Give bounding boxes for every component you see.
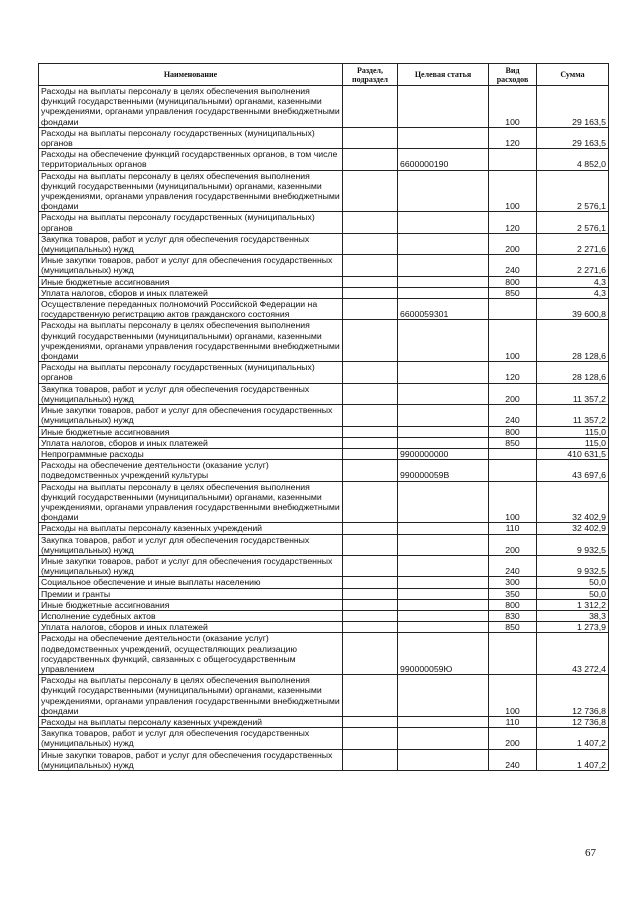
cell-target <box>398 534 489 555</box>
cell-section <box>343 749 398 770</box>
cell-type: 240 <box>489 749 537 770</box>
cell-target <box>398 481 489 523</box>
cell-section <box>343 287 398 298</box>
cell-target <box>398 523 489 534</box>
table-row <box>39 610 609 621</box>
cell-type: 120 <box>489 127 537 148</box>
table-row <box>39 299 609 320</box>
table-row <box>39 383 609 404</box>
table-row <box>39 749 609 770</box>
cell-sum: 4,3 <box>537 276 609 287</box>
header-sum: Сумма <box>537 64 609 86</box>
cell-section <box>343 577 398 588</box>
cell-sum: 4 852,0 <box>537 149 609 170</box>
cell-target <box>398 255 489 276</box>
table-row <box>39 555 609 576</box>
cell-target <box>398 555 489 576</box>
cell-section <box>343 233 398 254</box>
cell-name: Иные закупки товаров, работ и услуг для обеспечения государственных (муниципальных) нужд <box>39 749 343 770</box>
cell-sum: 29 163,5 <box>537 127 609 148</box>
table-row <box>39 405 609 426</box>
cell-target <box>398 437 489 448</box>
cell-target <box>398 212 489 233</box>
cell-type: 100 <box>489 675 537 717</box>
cell-target <box>398 426 489 437</box>
cell-name: Премии и гранты <box>39 588 343 599</box>
cell-sum: 115,0 <box>537 426 609 437</box>
cell-type <box>489 149 537 170</box>
cell-type: 850 <box>489 622 537 633</box>
cell-name: Расходы на выплаты персоналу казенных учреждений <box>39 716 343 727</box>
cell-target: 6600000190 <box>398 149 489 170</box>
cell-sum: 4,3 <box>537 287 609 298</box>
cell-type: 200 <box>489 233 537 254</box>
cell-section <box>343 299 398 320</box>
cell-type: 300 <box>489 577 537 588</box>
table-row <box>39 523 609 534</box>
cell-sum: 12 736,8 <box>537 716 609 727</box>
cell-sum: 12 736,8 <box>537 675 609 717</box>
cell-type: 200 <box>489 383 537 404</box>
cell-section <box>343 523 398 534</box>
cell-sum: 38,3 <box>537 610 609 621</box>
table-row <box>39 633 609 675</box>
cell-section <box>343 437 398 448</box>
table-row <box>39 255 609 276</box>
cell-name: Иные закупки товаров, работ и услуг для обеспечения государственных (муниципальных) нужд <box>39 555 343 576</box>
cell-sum: 29 163,5 <box>537 86 609 128</box>
cell-name: Иные бюджетные ассигнования <box>39 276 343 287</box>
cell-name: Расходы на выплаты персоналу в целях обеспечения выполнения функций государственными (муниципальными) органами, казенными учреждениями, органами управления государственными внебюджетными фондами <box>39 170 343 212</box>
cell-target <box>398 577 489 588</box>
cell-section <box>343 405 398 426</box>
cell-type <box>489 633 537 675</box>
cell-section <box>343 362 398 383</box>
cell-type: 100 <box>489 170 537 212</box>
cell-name: Непрограммные расходы <box>39 448 343 459</box>
cell-target: 9900000000 <box>398 448 489 459</box>
table-row <box>39 86 609 128</box>
cell-target <box>398 749 489 770</box>
cell-section <box>343 127 398 148</box>
cell-type: 110 <box>489 523 537 534</box>
cell-sum: 2 271,6 <box>537 255 609 276</box>
cell-sum: 9 932,5 <box>537 534 609 555</box>
table-row <box>39 588 609 599</box>
cell-type: 240 <box>489 255 537 276</box>
cell-name: Уплата налогов, сборов и иных платежей <box>39 622 343 633</box>
cell-sum: 1 407,2 <box>537 728 609 749</box>
cell-name: Иные закупки товаров, работ и услуг для обеспечения государственных (муниципальных) нужд <box>39 255 343 276</box>
table-row <box>39 127 609 148</box>
cell-target <box>398 405 489 426</box>
cell-sum: 1 312,2 <box>537 599 609 610</box>
cell-section <box>343 320 398 362</box>
table-row <box>39 276 609 287</box>
cell-target <box>398 86 489 128</box>
cell-section <box>343 149 398 170</box>
cell-type: 800 <box>489 276 537 287</box>
cell-section <box>343 675 398 717</box>
cell-sum: 32 402,9 <box>537 481 609 523</box>
cell-target <box>398 728 489 749</box>
cell-target <box>398 320 489 362</box>
cell-name: Расходы на обеспечение функций государственных органов, в том числе территориальных органов <box>39 149 343 170</box>
cell-target <box>398 622 489 633</box>
table-row <box>39 170 609 212</box>
cell-name: Расходы на выплаты персоналу в целях обеспечения выполнения функций государственными (муниципальными) органами, казенными учреждениями, органами управления государственными внебюджетными фондами <box>39 320 343 362</box>
cell-name: Закупка товаров, работ и услуг для обеспечения государственных (муниципальных) нужд <box>39 233 343 254</box>
cell-sum: 32 402,9 <box>537 523 609 534</box>
cell-type: 800 <box>489 599 537 610</box>
cell-name: Иные бюджетные ассигнования <box>39 599 343 610</box>
cell-name: Расходы на выплаты персоналу казенных учреждений <box>39 523 343 534</box>
budget-table <box>38 63 609 771</box>
cell-sum: 11 357,2 <box>537 383 609 404</box>
cell-name: Исполнение судебных актов <box>39 610 343 621</box>
cell-name: Расходы на выплаты персоналу государственных (муниципальных) органов <box>39 212 343 233</box>
cell-name: Закупка товаров, работ и услуг для обеспечения государственных (муниципальных) нужд <box>39 383 343 404</box>
cell-target <box>398 233 489 254</box>
cell-section <box>343 633 398 675</box>
cell-name: Иные закупки товаров, работ и услуг для обеспечения государственных (муниципальных) нужд <box>39 405 343 426</box>
cell-type: 100 <box>489 320 537 362</box>
cell-target <box>398 383 489 404</box>
cell-section <box>343 460 398 481</box>
cell-target <box>398 599 489 610</box>
table-row <box>39 599 609 610</box>
cell-sum: 115,0 <box>537 437 609 448</box>
cell-name: Иные бюджетные ассигнования <box>39 426 343 437</box>
cell-section <box>343 255 398 276</box>
table-row <box>39 287 609 298</box>
cell-sum: 43 272,4 <box>537 633 609 675</box>
cell-sum: 11 357,2 <box>537 405 609 426</box>
table-row <box>39 149 609 170</box>
cell-type: 110 <box>489 716 537 727</box>
cell-sum: 28 128,6 <box>537 362 609 383</box>
cell-section <box>343 534 398 555</box>
cell-section <box>343 716 398 727</box>
cell-target <box>398 610 489 621</box>
cell-sum: 50,0 <box>537 588 609 599</box>
cell-target: 990000059В <box>398 460 489 481</box>
cell-target <box>398 276 489 287</box>
cell-name: Расходы на выплаты персоналу государственных (муниципальных) органов <box>39 362 343 383</box>
cell-target <box>398 362 489 383</box>
cell-name: Расходы на выплаты персоналу в целях обеспечения выполнения функций государственными (муниципальными) органами, казенными учреждениями, органами управления государственными внебюджетными фондами <box>39 86 343 128</box>
cell-section <box>343 622 398 633</box>
cell-name: Расходы на обеспечение деятельности (оказание услуг) подведомственных учреждений, осуществляющих реализацию государственных функций, связанных с общегосударственным управлением <box>39 633 343 675</box>
header-type: Вид расходов <box>489 64 537 86</box>
cell-type: 240 <box>489 555 537 576</box>
cell-target <box>398 588 489 599</box>
cell-target: 6600059301 <box>398 299 489 320</box>
table-row <box>39 448 609 459</box>
cell-section <box>343 276 398 287</box>
cell-type: 850 <box>489 437 537 448</box>
cell-name: Закупка товаров, работ и услуг для обеспечения государственных (муниципальных) нужд <box>39 728 343 749</box>
cell-section <box>343 212 398 233</box>
cell-type <box>489 299 537 320</box>
table-row <box>39 716 609 727</box>
cell-name: Осуществление переданных полномочий Российской Федерации на государственную регистрацию актов гражданского состояния <box>39 299 343 320</box>
cell-sum: 9 932,5 <box>537 555 609 576</box>
table-header-row <box>39 64 609 86</box>
cell-type: 100 <box>489 481 537 523</box>
cell-sum: 2 576,1 <box>537 170 609 212</box>
cell-name: Социальное обеспечение и иные выплаты населению <box>39 577 343 588</box>
cell-name: Расходы на выплаты персоналу государственных (муниципальных) органов <box>39 127 343 148</box>
cell-sum: 43 697,6 <box>537 460 609 481</box>
cell-section <box>343 588 398 599</box>
cell-type: 240 <box>489 405 537 426</box>
table-row <box>39 481 609 523</box>
cell-name: Закупка товаров, работ и услуг для обеспечения государственных (муниципальных) нужд <box>39 534 343 555</box>
cell-type: 200 <box>489 534 537 555</box>
table-row <box>39 460 609 481</box>
cell-name: Расходы на выплаты персоналу в целях обеспечения выполнения функций государственными (муниципальными) органами, казенными учреждениями, органами управления государственными внебюджетными фондами <box>39 481 343 523</box>
cell-section <box>343 728 398 749</box>
cell-type: 120 <box>489 362 537 383</box>
cell-sum: 1 407,2 <box>537 749 609 770</box>
cell-type: 350 <box>489 588 537 599</box>
cell-target <box>398 287 489 298</box>
cell-sum: 410 631,5 <box>537 448 609 459</box>
cell-target <box>398 716 489 727</box>
cell-sum: 39 600,8 <box>537 299 609 320</box>
cell-sum: 1 273,9 <box>537 622 609 633</box>
cell-type: 200 <box>489 728 537 749</box>
cell-sum: 2 576,1 <box>537 212 609 233</box>
cell-type: 100 <box>489 86 537 128</box>
header-target: Целевая статья <box>398 64 489 86</box>
cell-section <box>343 426 398 437</box>
cell-section <box>343 383 398 404</box>
cell-section <box>343 448 398 459</box>
table-row <box>39 212 609 233</box>
cell-section <box>343 170 398 212</box>
table-row <box>39 577 609 588</box>
cell-section <box>343 555 398 576</box>
cell-name: Уплата налогов, сборов и иных платежей <box>39 287 343 298</box>
table-row <box>39 728 609 749</box>
table-row <box>39 437 609 448</box>
cell-type: 830 <box>489 610 537 621</box>
table-row <box>39 426 609 437</box>
cell-type: 800 <box>489 426 537 437</box>
cell-type: 120 <box>489 212 537 233</box>
table-body <box>39 86 609 771</box>
cell-target <box>398 127 489 148</box>
cell-target: 990000059Ю <box>398 633 489 675</box>
table-row <box>39 622 609 633</box>
cell-sum: 28 128,6 <box>537 320 609 362</box>
table-row <box>39 675 609 717</box>
cell-section <box>343 599 398 610</box>
cell-name: Расходы на обеспечение деятельности (оказание услуг) подведомственных учреждений культуры <box>39 460 343 481</box>
cell-section <box>343 610 398 621</box>
table-row <box>39 320 609 362</box>
header-section: Раздел, подраздел <box>343 64 398 86</box>
cell-name: Расходы на выплаты персоналу в целях обеспечения выполнения функций государственными (муниципальными) органами, казенными учреждениями, органами управления государственными внебюджетными фондами <box>39 675 343 717</box>
table-row <box>39 534 609 555</box>
cell-section <box>343 481 398 523</box>
cell-target <box>398 170 489 212</box>
cell-type <box>489 448 537 459</box>
cell-section <box>343 86 398 128</box>
cell-type: 850 <box>489 287 537 298</box>
cell-target <box>398 675 489 717</box>
table-row <box>39 233 609 254</box>
cell-sum: 50,0 <box>537 577 609 588</box>
cell-type <box>489 460 537 481</box>
page-number: 67 <box>585 847 596 859</box>
cell-name: Уплата налогов, сборов и иных платежей <box>39 437 343 448</box>
cell-sum: 2 271,6 <box>537 233 609 254</box>
header-name: Наименование <box>39 64 343 86</box>
table-row <box>39 362 609 383</box>
